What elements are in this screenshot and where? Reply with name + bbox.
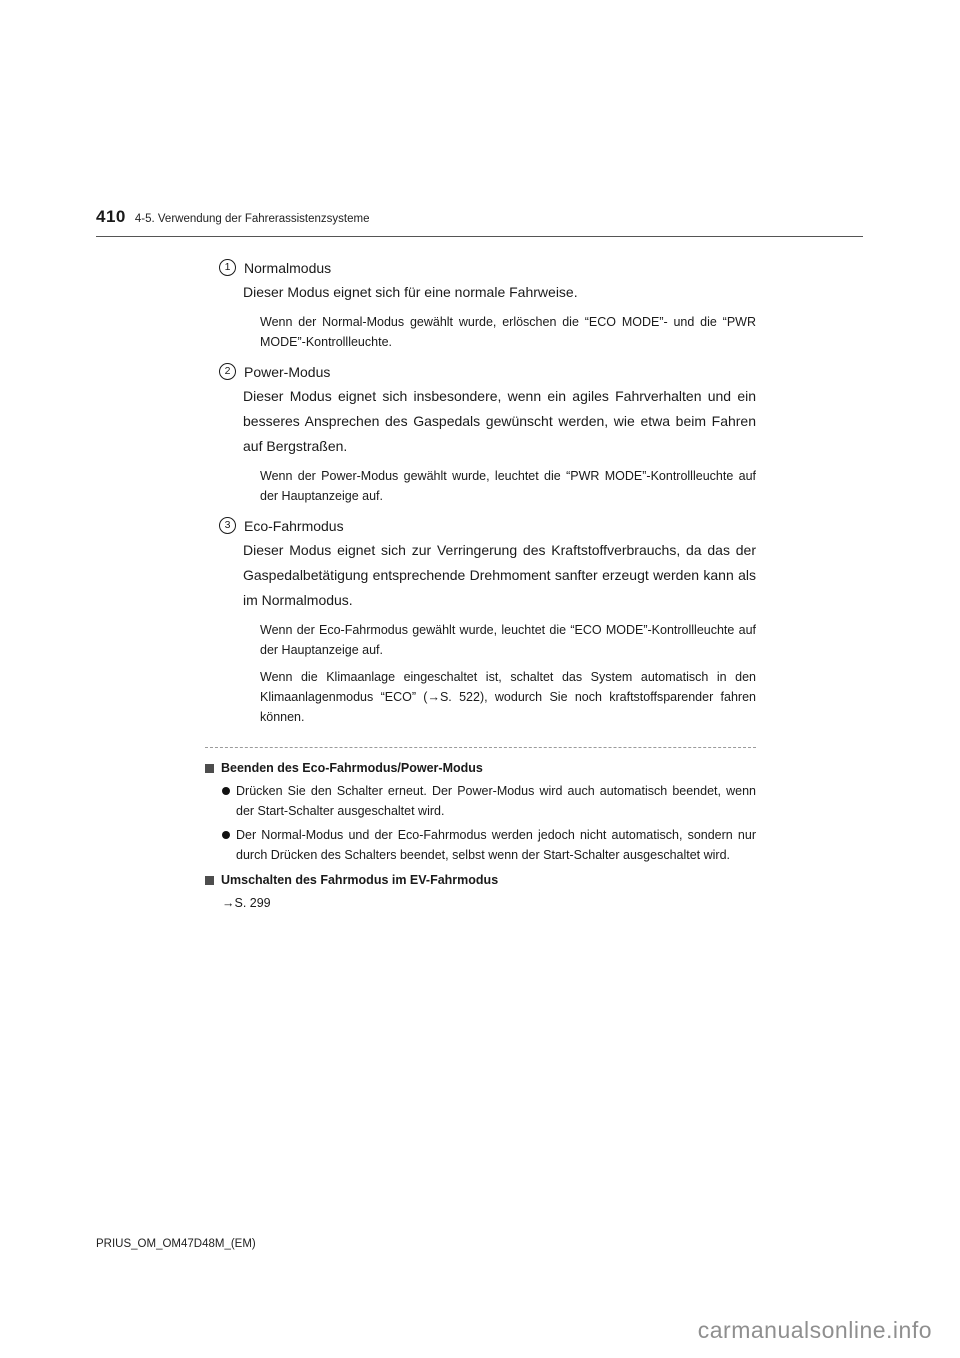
subsection-title: Beenden des Eco-Fahrmodus/Power-Modus xyxy=(221,761,483,775)
mode-item-eco xyxy=(219,517,756,727)
mode-note: Wenn die Klimaanlage eingeschaltet ist, schaltet das System automatisch in den Klimaanlagenmodus “ECO” (→S. 522), wodurch Sie noch kraftstoffsparender fahren können. xyxy=(260,670,756,724)
page-number: 410 xyxy=(96,207,126,226)
subsection-ev-mode xyxy=(205,873,756,913)
square-bullet-icon xyxy=(205,764,214,773)
mode-item-normal xyxy=(219,259,756,352)
page-content xyxy=(205,248,756,913)
mode-description: Dieser Modus eignet sich insbesondere, wenn ein agiles Fahrverhalten und ein besseres Ansprechen des Gaspedals gewünscht werden, wie etwa beim Fahren auf Bergstraßen. xyxy=(243,388,756,454)
chapter-title: 4-5. Verwendung der Fahrerassistenzsysteme xyxy=(134,213,370,225)
mode-note: Wenn der Eco-Fahrmodus gewählt wurde, leuchtet die “ECO MODE”-Kontrollleuchte auf der Hauptanzeige auf. xyxy=(260,623,756,657)
list-item-text: Der Normal-Modus und der Eco-Fahrmodus werden jedoch nicht automatisch, sondern nur durch Drücken des Schalters beendet, selbst wenn der Start-Schalter ausgeschaltet wird. xyxy=(236,828,756,862)
subsection-title: Umschalten des Fahrmodus im EV-Fahrmodus xyxy=(221,873,499,887)
subsection-heading xyxy=(205,873,756,887)
watermark: carmanualsonline.info xyxy=(697,1317,932,1343)
dot-bullet-icon xyxy=(222,787,230,795)
page-header xyxy=(96,207,369,227)
circled-number-1-icon: 1 xyxy=(219,259,236,276)
mode-description: Dieser Modus eignet sich für eine normale Fahrweise. xyxy=(243,284,578,300)
subsection-heading xyxy=(205,761,756,775)
circled-number-3-icon: 3 xyxy=(219,517,236,534)
mode-heading xyxy=(219,363,756,380)
mode-item-power xyxy=(219,363,756,506)
footer-document-code: PRIUS_OM_OM47D48M_(EM) xyxy=(96,1238,256,1250)
square-bullet-icon xyxy=(205,876,214,885)
list-item xyxy=(222,782,756,821)
mode-heading xyxy=(219,517,756,534)
circled-number-2-icon: 2 xyxy=(219,363,236,380)
mode-heading xyxy=(219,259,756,276)
mode-note: Wenn der Power-Modus gewählt wurde, leuchtet die “PWR MODE”-Kontrollleuchte auf der Hauptanzeige auf. xyxy=(260,469,756,503)
page-reference: →S. 299 xyxy=(222,896,271,910)
mode-description: Dieser Modus eignet sich zur Verringerung des Kraftstoffverbrauchs, da das der Gaspedalbetätigung entsprechende Drehmoment sanfter erzeugt werden kann als im Normalmodus. xyxy=(243,542,756,608)
header-divider xyxy=(96,236,863,237)
mode-title: Eco-Fahrmodus xyxy=(244,517,344,534)
mode-title: Power-Modus xyxy=(244,363,331,380)
dashed-divider xyxy=(205,747,756,748)
list-item xyxy=(222,826,756,865)
mode-title: Normalmodus xyxy=(244,259,332,276)
list-item-text: Drücken Sie den Schalter erneut. Der Power-Modus wird auch automatisch beendet, wenn der Start-Schalter ausgeschaltet wird. xyxy=(236,784,756,818)
mode-note: Wenn der Normal-Modus gewählt wurde, erlöschen die “ECO MODE”- und die “PWR MODE”-Kontrollleuchte. xyxy=(260,315,756,349)
subsection-end-modes xyxy=(205,761,756,865)
dot-bullet-icon xyxy=(222,831,230,839)
